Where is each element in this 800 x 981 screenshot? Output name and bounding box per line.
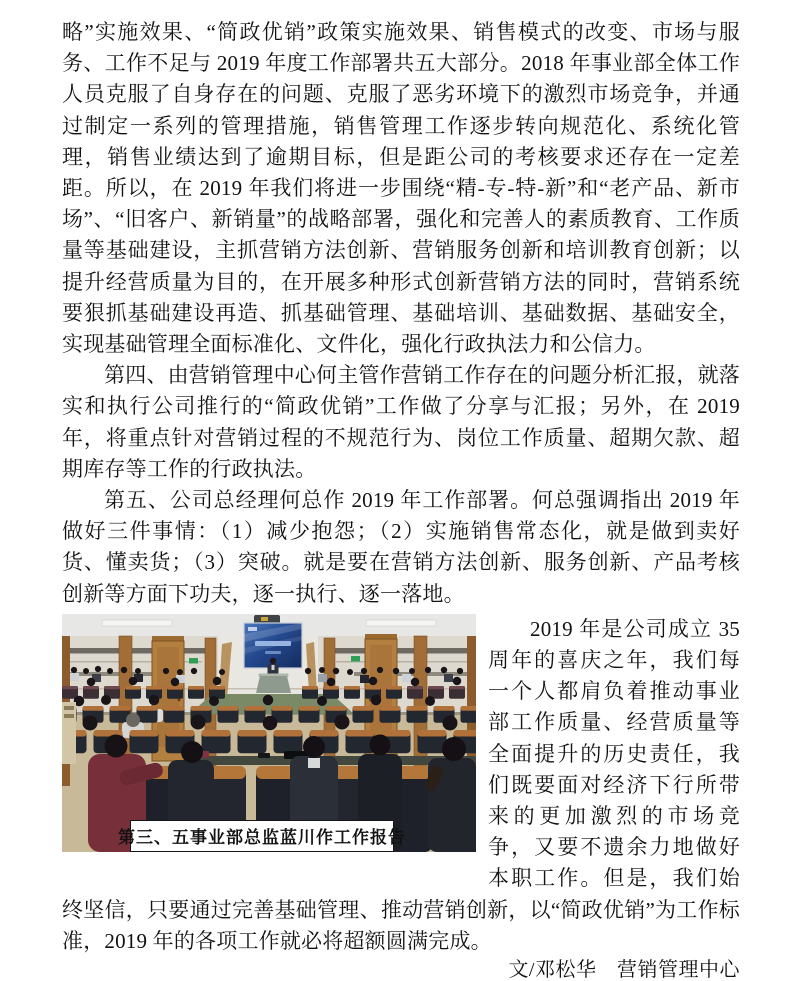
body-paragraph-3: 第五、公司总经理何总作 2019 年工作部署。何总强调指出 2019 年做好三件事情：（1）减少抱怨；（2）实施销售常态化，就是做到卖好货、懂卖货；（3）突破。就是要在营销方法创新、服务创新、产品考核创新等方面下功夫，逐一执行、逐一落地。 [62,488,740,606]
meeting-photo-figure [62,614,476,852]
photo-caption: 第三、五事业部总监蓝川作工作报告 [130,820,394,852]
body-paragraph-4: 2019 年是公司成立 35 周年的喜庆之年，我们每一个人都肩负着推动事业部工作质量、经营质量等全面提升的历史责任，我们既要面对经济下行所带来的更加激烈的市场竞争，又要不遗余力地做好本职工作。但是，我们始终坚信，只要通过完善基础管理、推动营销创新，以“简政优销”为工作标准，2019 年的各项工作就必将超额圆满完成。 [62,616,740,953]
byline: 文/邓松华 营销管理中心 [508,959,740,981]
body-paragraph-1: 略”实施效果、“简政优销”政策实施效果、销售模式的改变、市场与服务、工作不足与 2019 年度工作部署共五大部分。2018 年事业部全体工作人员克服了自身存在的问题、克服了恶劣环境下的激烈市场竞争，并通过制定一系列的管理措施，销售管理工作逐步转向规范化、系统化管理，销售业绩达到了逾期目标，但是距公司的考核要求还存在一定差距。所以，在 2019 年我们将进一步围绕“精-专-特-新”和“老产品、新市场”、“旧客户、新销量”的战略部署，强化和完善人的素质教育、工作质量等基础建设，主抓营销方法创新、营销服务创新和培训教育创新；以提升经营质量为目的，在开展多种形式创新营销方法的同时，营销系统要狠抓基础建设再造、抓基础管理、基础培训、基础数据、基础安全，实现基础管理全面标准化、文件化，强化行政执法力和公信力。 [62,20,740,357]
body-paragraph-2: 第四、由营销管理中心何主管作营销工作存在的问题分析汇报，就落实和执行公司推行的“简政优销”工作做了分享与汇报；另外，在 2019 年，将重点针对营销过程的不规范行为、岗位工作质量、超期欠款、超期库存等工作的行政执法。 [62,363,740,481]
meeting-room-photo [62,614,476,852]
